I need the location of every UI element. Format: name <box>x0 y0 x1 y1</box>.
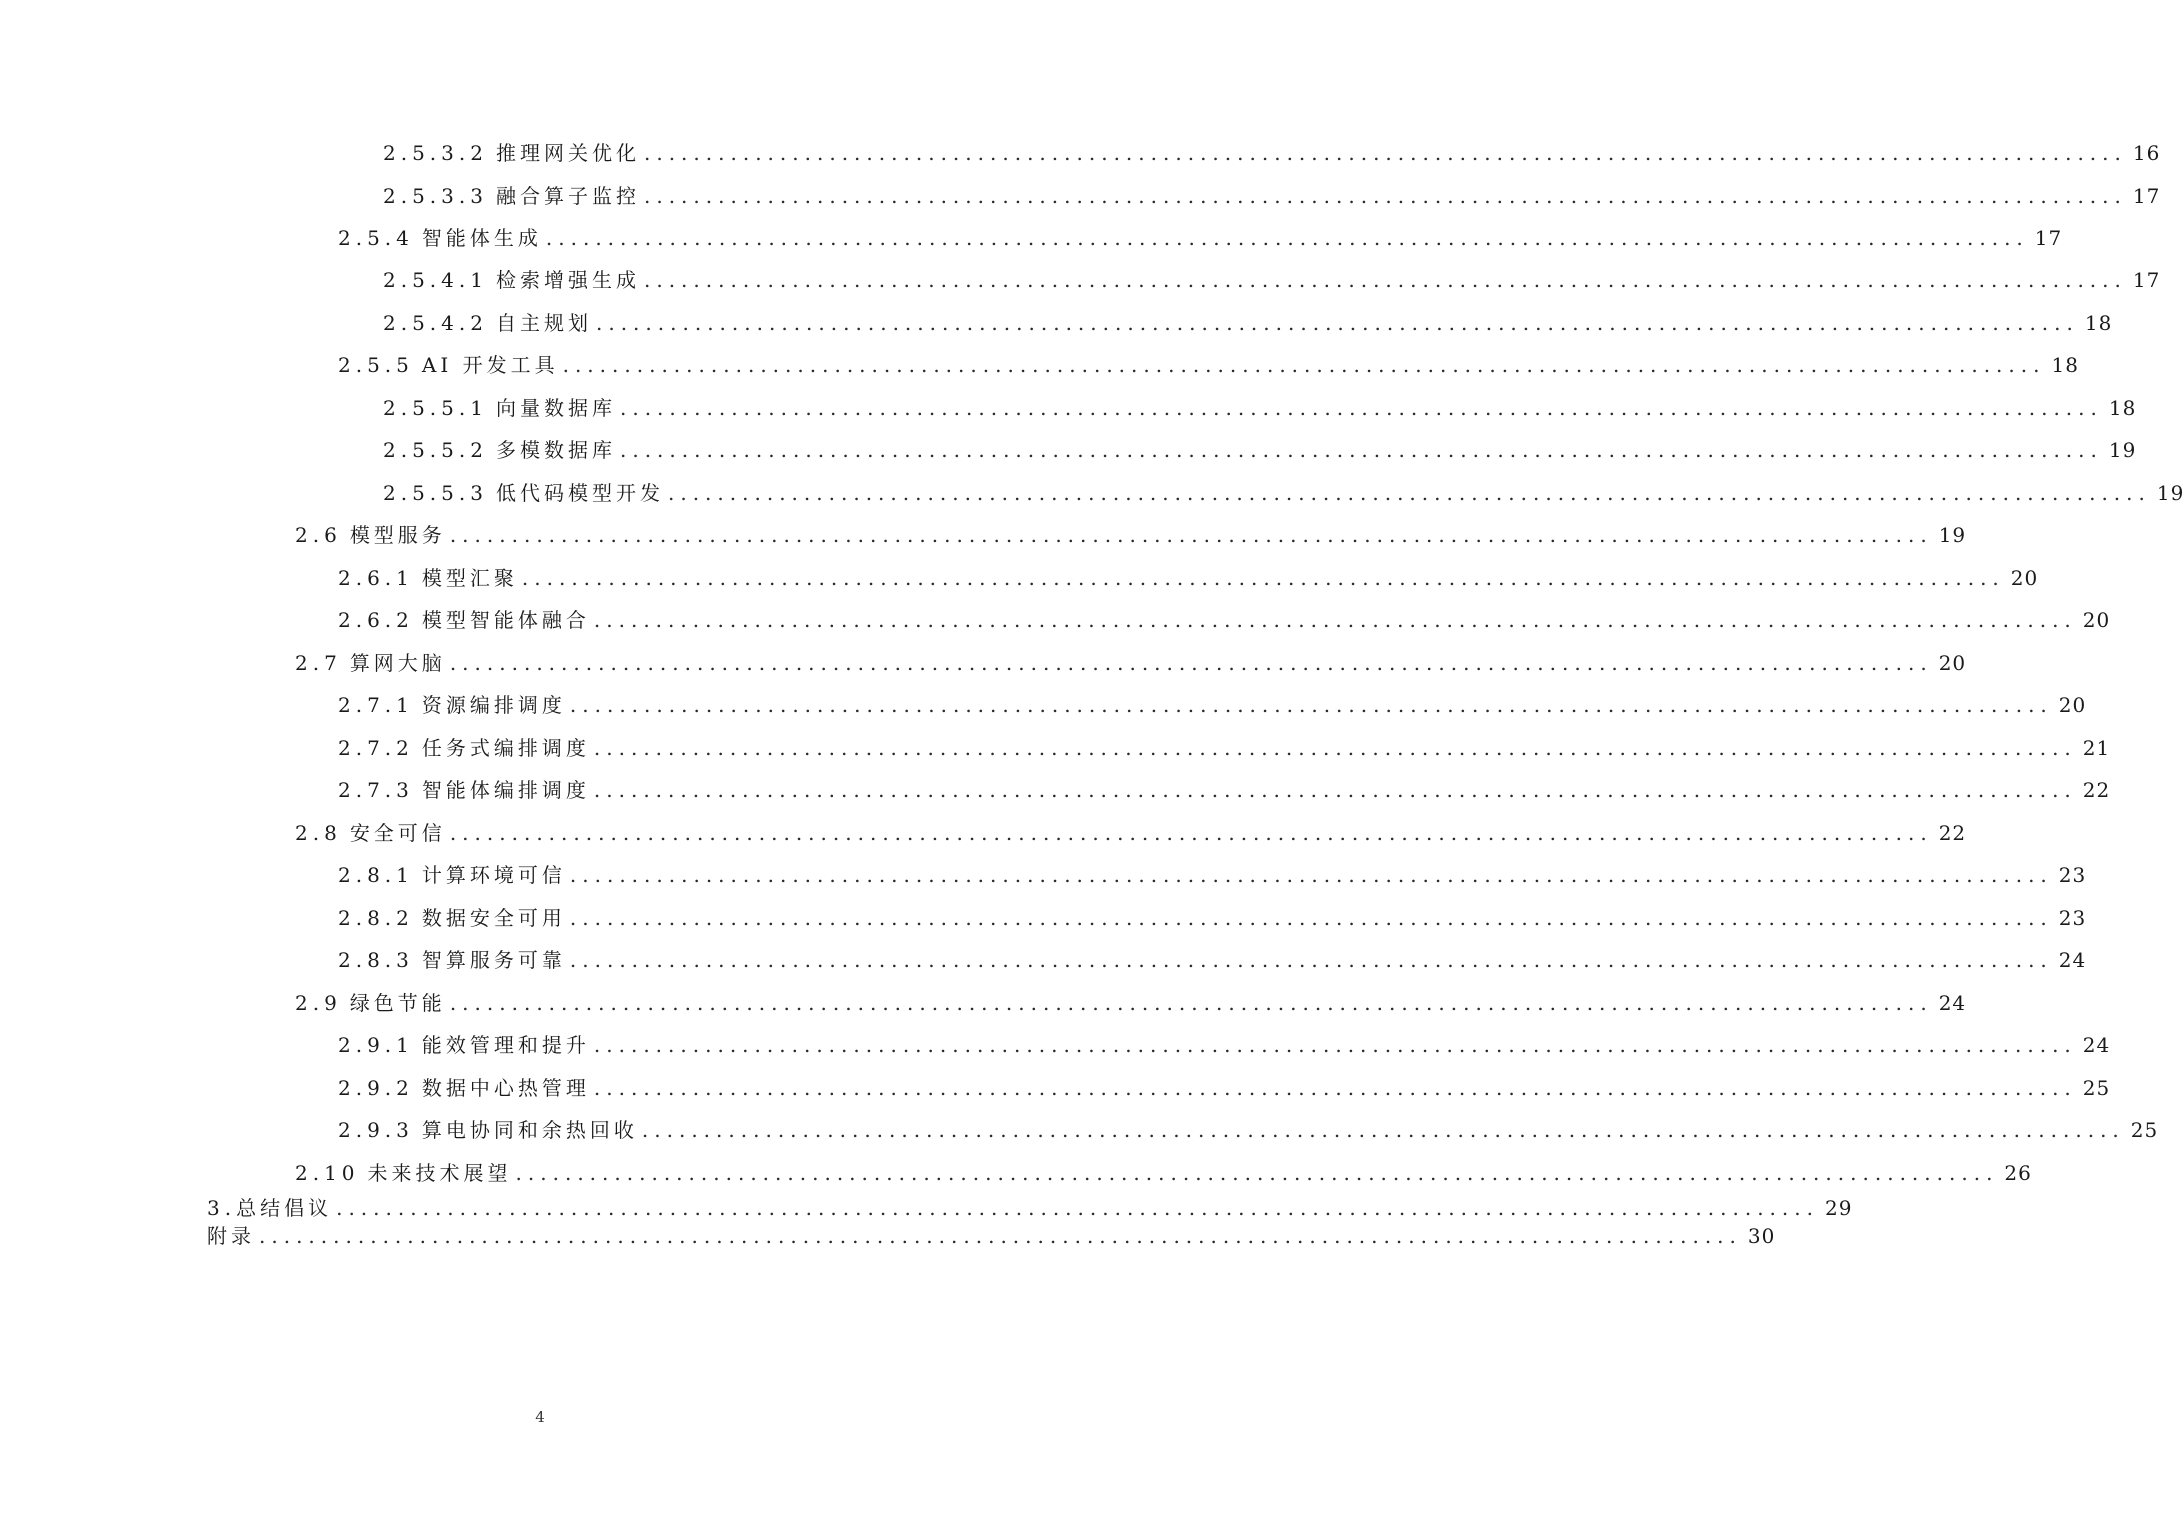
toc-entry-number: 2.5.4.1 <box>383 268 488 292</box>
toc-entry <box>295 1158 2032 1188</box>
toc-entry-title: 数据安全可用 <box>421 906 566 930</box>
toc-dot-leader: ........................................................................................................................ <box>569 693 2053 717</box>
toc-dot-leader: ........................................................................................................................ <box>569 948 2053 972</box>
toc-dot-leader: ........................................................................................................................ <box>619 396 2103 420</box>
toc-entry-page: 16 <box>2132 141 2161 165</box>
toc-dot-leader: ........................................................................................................................ <box>569 906 2053 930</box>
toc-entry-title: 附录 <box>207 1224 255 1248</box>
toc-entry-number: 2.6 <box>295 523 342 547</box>
toc-entry-title: 智算服务可靠 <box>421 948 566 972</box>
toc-dot-leader: ........................................................................................................................ <box>562 353 2046 377</box>
toc-entry <box>338 350 2079 380</box>
toc-entry <box>383 435 2137 465</box>
toc-entry <box>295 648 1967 678</box>
toc-entry-number: 2.6.2 <box>338 608 414 632</box>
toc-entry <box>338 775 2111 805</box>
toc-dot-leader: ........................................................................................................................ <box>593 608 2077 632</box>
toc-entry-title: 自主规划 <box>495 311 592 335</box>
toc-entry-number: 2.5.4 <box>338 226 414 250</box>
toc-entry-number: 2.7 <box>295 651 342 675</box>
toc-entry <box>338 1030 2111 1060</box>
toc-entry-number: 2.9.1 <box>338 1033 414 1057</box>
toc-entry <box>383 265 2161 295</box>
toc-entry-page: 29 <box>1824 1196 1853 1220</box>
toc-dot-leader: ........................................................................................................................ <box>449 523 1933 547</box>
toc-entry-page: 24 <box>2082 1033 2111 1057</box>
toc-entry <box>383 393 2137 423</box>
toc-entry-page: 26 <box>2004 1161 2032 1185</box>
toc-dot-leader: ........................................................................................................................ <box>619 438 2103 462</box>
toc-entry <box>383 478 2184 508</box>
toc-entry-number: 2.5.4.2 <box>383 311 488 335</box>
toc-entry-number: 2.7.2 <box>338 736 414 760</box>
toc-dot-leader: ........................................................................................................................ <box>336 1196 1819 1220</box>
toc-entry-number: 2.8.2 <box>338 906 414 930</box>
toc-entry <box>338 733 2111 763</box>
toc-dot-leader: ........................................................................................................................ <box>521 566 2005 590</box>
toc-entry-title: 智能体编排调度 <box>421 778 590 802</box>
toc-entry-title: 绿色节能 <box>349 991 446 1015</box>
toc-entry-page: 18 <box>2108 396 2137 420</box>
toc-entry-title: 模型智能体融合 <box>421 608 590 632</box>
toc-entry-number: 2.5.5 <box>338 353 414 377</box>
toc-entry <box>295 520 1967 550</box>
toc-entry-page: 17 <box>2132 184 2161 208</box>
toc-entry-title: 任务式编排调度 <box>421 736 590 760</box>
toc-entry <box>338 563 2039 593</box>
toc-dot-leader: ........................................................................................................................ <box>595 311 2079 335</box>
toc-entry <box>383 308 2113 338</box>
toc-entry-number: 2.7.3 <box>338 778 414 802</box>
toc-dot-leader: ........................................................................................................................ <box>449 651 1933 675</box>
toc-entry <box>338 860 2087 890</box>
toc-entry-title: 未来技术展望 <box>367 1161 512 1185</box>
toc-entry <box>338 690 2087 720</box>
toc-entry-title: 总结倡议 <box>236 1196 333 1220</box>
toc-entry <box>338 1073 2111 1103</box>
toc-entry-number: 2.5.3.2 <box>383 141 488 165</box>
toc-entry <box>207 1193 1853 1223</box>
toc-entry-number: 2.10 <box>295 1161 360 1185</box>
toc-entry-number: 2.5.3.3 <box>383 184 488 208</box>
toc-entry-page: 17 <box>2034 226 2063 250</box>
toc-entry-title: 检索增强生成 <box>495 268 640 292</box>
toc-entry-number: 3. <box>207 1196 237 1220</box>
toc-entry-number: 2.6.1 <box>338 566 414 590</box>
toc-entry-page: 24 <box>1938 991 1967 1015</box>
toc-entry-title: 算网大脑 <box>349 651 446 675</box>
toc-entry <box>207 1221 1776 1251</box>
toc-dot-leader: ........................................................................................................................ <box>643 268 2127 292</box>
toc-entry-page: 20 <box>2058 693 2087 717</box>
toc-entry-page: 20 <box>2082 608 2111 632</box>
toc-entry-number: 2.8.3 <box>338 948 414 972</box>
toc-dot-leader: ........................................................................................................................ <box>643 141 2127 165</box>
toc-entry-page: 23 <box>2058 863 2087 887</box>
toc-entry-title: 算电协同和余热回收 <box>421 1118 638 1142</box>
toc-entry <box>383 138 2161 168</box>
toc-entry-page: 20 <box>2010 566 2039 590</box>
toc-entry <box>295 818 1967 848</box>
toc-entry-page: 18 <box>2084 311 2113 335</box>
toc-dot-leader: ........................................................................................................................ <box>593 1076 2077 1100</box>
toc-entry-page: 30 <box>1747 1224 1776 1248</box>
toc-dot-leader: ........................................................................................................................ <box>641 1118 2125 1142</box>
toc-entry-title: 向量数据库 <box>495 396 616 420</box>
toc-entry-number: 2.9.2 <box>338 1076 414 1100</box>
toc-entry <box>338 903 2087 933</box>
toc-entry-page: 18 <box>2051 353 2079 377</box>
toc-entry-number: 2.9.3 <box>338 1118 414 1142</box>
toc-entry <box>338 1115 2159 1145</box>
toc-entry-page: 19 <box>2156 481 2184 505</box>
toc-entry-number: 2.5.5.2 <box>383 438 488 462</box>
toc-entry-page: 24 <box>2058 948 2087 972</box>
toc-dot-leader: ........................................................................................................................ <box>259 1224 1742 1248</box>
toc-entry-title: 安全可信 <box>349 821 446 845</box>
toc-dot-leader: ........................................................................................................................ <box>545 226 2029 250</box>
toc-entry-title: AI 开发工具 <box>421 353 559 377</box>
toc-dot-leader: ........................................................................................................................ <box>515 1161 1999 1185</box>
toc-entry-number: 2.9 <box>295 991 342 1015</box>
toc-dot-leader: ........................................................................................................................ <box>449 821 1933 845</box>
toc-dot-leader: ........................................................................................................................ <box>643 184 2127 208</box>
toc-entry <box>338 223 2063 253</box>
toc-entry-title: 数据中心热管理 <box>421 1076 590 1100</box>
toc-entry <box>295 988 1967 1018</box>
page-number: 4 <box>535 1408 545 1426</box>
toc-entry-title: 低代码模型开发 <box>495 481 664 505</box>
toc-entry-number: 2.7.1 <box>338 693 414 717</box>
toc-entry-title: 推理网关优化 <box>495 141 640 165</box>
toc-entry-page: 22 <box>1938 821 1967 845</box>
toc-dot-leader: ........................................................................................................................ <box>593 1033 2077 1057</box>
toc-entry-number: 2.8 <box>295 821 342 845</box>
toc-entry-number: 2.5.5.3 <box>383 481 488 505</box>
toc-dot-leader: ........................................................................................................................ <box>593 736 2077 760</box>
toc-entry-number: 2.8.1 <box>338 863 414 887</box>
toc-entry-title: 计算环境可信 <box>421 863 566 887</box>
toc-entry-page: 19 <box>1938 523 1967 547</box>
toc-entry-title: 模型服务 <box>349 523 446 547</box>
toc-entry-page: 20 <box>1938 651 1967 675</box>
toc-entry <box>383 181 2161 211</box>
toc-dot-leader: ........................................................................................................................ <box>449 991 1933 1015</box>
toc-entry-title: 多模数据库 <box>495 438 616 462</box>
toc-entry-title: 模型汇聚 <box>421 566 518 590</box>
toc-dot-leader: ........................................................................................................................ <box>667 481 2151 505</box>
toc-entry-page: 17 <box>2132 268 2161 292</box>
toc-entry <box>338 605 2111 635</box>
toc-entry-title: 资源编排调度 <box>421 693 566 717</box>
toc-entry <box>338 945 2087 975</box>
toc-entry-page: 25 <box>2082 1076 2111 1100</box>
toc-dot-leader: ........................................................................................................................ <box>593 778 2077 802</box>
toc-entry-title: 智能体生成 <box>421 226 542 250</box>
toc-entry-number: 2.5.5.1 <box>383 396 488 420</box>
toc-entry-page: 19 <box>2108 438 2137 462</box>
toc-entry-page: 21 <box>2082 736 2111 760</box>
toc-entry-title: 融合算子监控 <box>495 184 640 208</box>
toc-entry-page: 25 <box>2130 1118 2159 1142</box>
toc-dot-leader: ........................................................................................................................ <box>569 863 2053 887</box>
toc-entry-page: 23 <box>2058 906 2087 930</box>
toc-entry-title: 能效管理和提升 <box>421 1033 590 1057</box>
toc-entry-page: 22 <box>2082 778 2111 802</box>
